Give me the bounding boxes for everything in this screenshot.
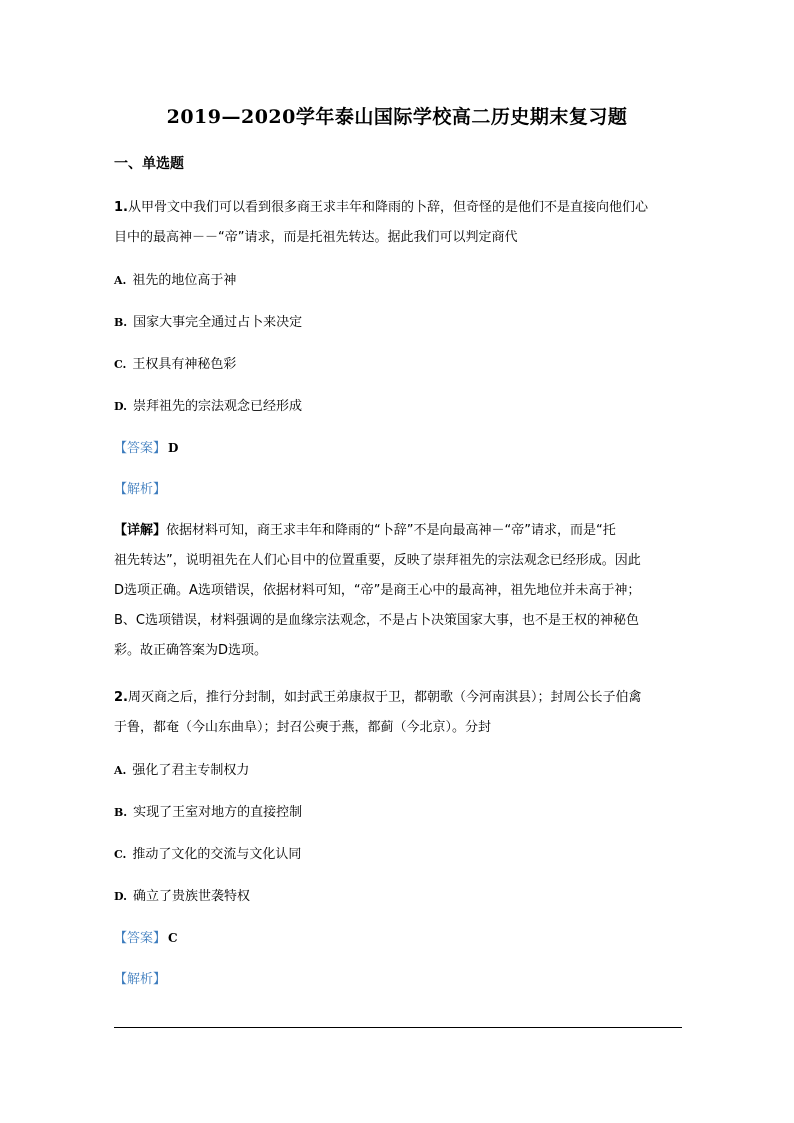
question-2-option-c: [114, 846, 301, 864]
question-1-number: 1.: [114, 200, 128, 215]
option-text: 推动了文化的交流与文化认同: [132, 847, 302, 862]
question-1-detail-line-4: B、C选项错误，材料强调的是血缘宗法观念，不是占卜决策国家大事，也不是王权的神秘色: [114, 613, 639, 628]
option-letter: D.: [114, 400, 127, 413]
question-1-detail-line-2: 祖先转达”，说明祖先在人们心目中的位置重要，反映了崇拜祖先的宗法观念已经形成。因此: [114, 553, 641, 568]
answer-value: C: [168, 931, 178, 945]
option-letter: C.: [114, 358, 127, 371]
question-2-option-b: [114, 804, 302, 822]
option-text: 确立了贵族世袭特权: [132, 889, 250, 904]
question-1-option-a: [114, 272, 236, 290]
detail-text: 依据材料可知，商王求丰年和降雨的“卜辞”不是向最高神－“帝”请求，而是“托: [166, 523, 616, 538]
option-text: 崇拜祖先的宗法观念已经形成: [132, 399, 302, 414]
question-1-answer: [114, 439, 178, 458]
option-letter: D.: [114, 890, 127, 903]
answer-value: D: [168, 441, 179, 455]
document-title: 2019—2020学年泰山国际学校高二历史期末复习题: [166, 106, 628, 128]
question-1-detail-line-1: [114, 522, 616, 540]
question-2-number: 2.: [114, 690, 128, 705]
question-2-option-d: [114, 888, 250, 906]
analysis-label: 【解析】: [114, 482, 167, 497]
answer-label: 【答案】: [114, 441, 167, 456]
option-text: 强化了君主专制权力: [132, 763, 250, 778]
detail-label: 【详解】: [114, 523, 167, 538]
footer-divider: [114, 1027, 682, 1028]
question-1-option-b: [114, 314, 302, 332]
option-letter: A.: [114, 764, 127, 777]
question-1-option-c: [114, 356, 236, 374]
question-1-stem-line-1: [114, 199, 648, 217]
question-2-stem-line-1: [114, 689, 642, 707]
question-1-analysis-label: [114, 481, 166, 499]
option-letter: B.: [114, 316, 128, 329]
question-1-detail-line-3: D选项正确。A选项错误，依据材料可知，“帝”是商王心中的最高神，祖先地位并未高于神；: [114, 583, 641, 598]
question-1-detail-line-5: 彩。故正确答案为D选项。: [114, 643, 268, 658]
option-text: 王权具有神秘色彩: [132, 357, 237, 372]
section-heading: 一、单选题: [114, 156, 184, 172]
question-2-analysis-label: [114, 971, 166, 989]
question-1-option-d: [114, 398, 302, 416]
question-1-stem-text: 从甲骨文中我们可以看到很多商王求丰年和降雨的卜辞，但奇怪的是他们不是直接向他们心: [127, 200, 648, 215]
question-2-stem-text: 周灭商之后，推行分封制，如封武王弟康叔于卫，都朝歌（今河南淇县）；封周公长子伯禽: [127, 690, 642, 705]
question-2-option-a: [114, 762, 249, 780]
answer-label: 【答案】: [114, 931, 167, 946]
question-2-answer: [114, 929, 178, 948]
option-letter: A.: [114, 274, 127, 287]
option-text: 实现了王室对地方的直接控制: [133, 805, 303, 820]
question-2-stem-line-2: 于鲁，都奄（今山东曲阜）；封召公奭于燕，都蓟（今北京）。分封: [114, 720, 492, 735]
option-letter: C.: [114, 848, 127, 861]
option-letter: B.: [114, 806, 128, 819]
analysis-label: 【解析】: [114, 972, 167, 987]
question-1-stem-line-2: 目中的最高神－－“帝”请求，而是托祖先转达。据此我们可以判定商代: [114, 230, 518, 245]
option-text: 国家大事完全通过占卜来决定: [133, 315, 303, 330]
option-text: 祖先的地位高于神: [132, 273, 237, 288]
